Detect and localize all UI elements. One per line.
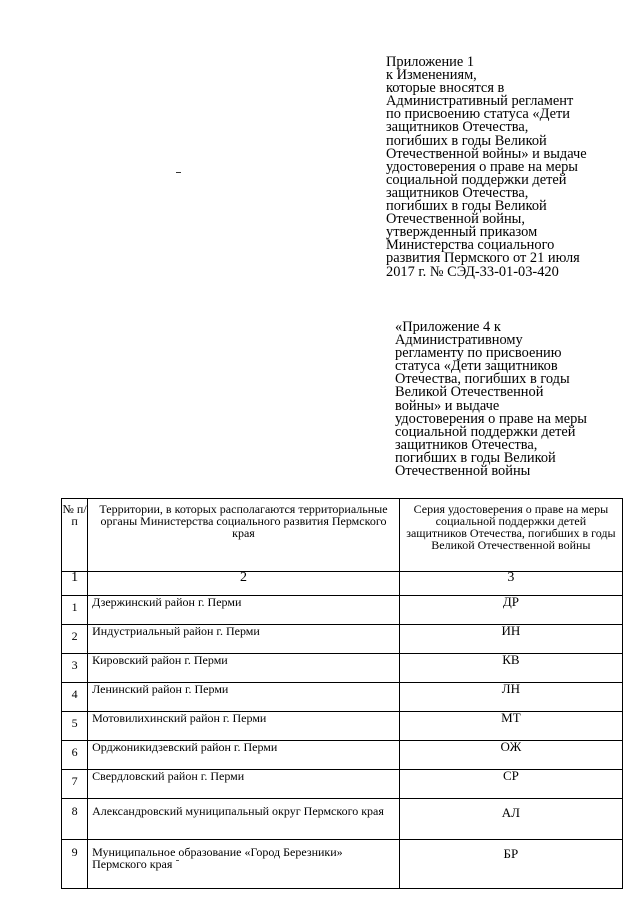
row-number: 3 bbox=[62, 654, 88, 683]
table-header-row bbox=[62, 499, 623, 572]
table-row bbox=[62, 770, 623, 799]
annex-1-line: утвержденный приказом bbox=[386, 224, 538, 241]
row-series: АЛ bbox=[399, 799, 622, 840]
annex-4-line: регламенту по присвоению bbox=[395, 345, 562, 362]
row-number: 5 bbox=[62, 712, 88, 741]
row-territory: Александровский муниципальный округ Пермского края bbox=[88, 799, 400, 840]
header-number-cell: № п/п bbox=[62, 499, 88, 572]
annex-4-line: социальной поддержки детей bbox=[395, 423, 576, 440]
annex-4-line: погибших в годы Великой bbox=[395, 449, 556, 466]
annex-1-line: которые вносятся в bbox=[386, 80, 505, 97]
table-row bbox=[62, 840, 623, 889]
annex-1-line: Министерства социального bbox=[386, 237, 555, 254]
annex-4-line: Отечественной войны bbox=[395, 463, 531, 480]
row-territory: Мотовилихинский район г. Перми bbox=[88, 712, 400, 741]
annex-1-line: удостоверения о праве на меры bbox=[386, 158, 578, 175]
annex-1-line: социальной поддержки детей bbox=[386, 171, 567, 188]
annex-1-line: погибших в годы Великой bbox=[386, 198, 547, 215]
annex-1-line: к Изменениям, bbox=[386, 67, 477, 84]
annex-1-heading bbox=[386, 56, 618, 279]
row-number: 9 bbox=[62, 840, 88, 889]
row-series: ЛН bbox=[399, 683, 622, 712]
row-number: 2 bbox=[62, 625, 88, 654]
annex-4-line: статуса «Дети защитников bbox=[395, 358, 558, 375]
table-row bbox=[62, 654, 623, 683]
annex-4-line: Великой Отечественной bbox=[395, 384, 544, 401]
row-series: КВ bbox=[399, 654, 622, 683]
row-territory: Дзержинский район г. Перми bbox=[88, 596, 400, 625]
header-territory-cell: Территории, в которых располагаются территориальные органы Министерства социального развития Пермского края bbox=[88, 499, 400, 572]
annex-1-line: развития Пермского от 21 июля bbox=[386, 250, 580, 267]
annex-1-line: защитников Отечества, bbox=[386, 119, 529, 136]
stray-dash-mark bbox=[176, 172, 181, 173]
column-number-cell: 3 bbox=[399, 572, 622, 596]
row-territory: Ленинский район г. Перми bbox=[88, 683, 400, 712]
row-series: МТ bbox=[399, 712, 622, 741]
territories-table bbox=[61, 498, 623, 889]
annex-1-line: Отечественной войны» и выдаче bbox=[386, 145, 587, 162]
annex-4-line: защитников Отечества, bbox=[395, 436, 538, 453]
annex-1-line: по присвоению статуса «Дети bbox=[386, 106, 570, 123]
annex-4-line: Административному bbox=[395, 332, 523, 349]
annex-4-line: «Приложение 4 к bbox=[395, 319, 501, 335]
table-row bbox=[62, 799, 623, 840]
stray-scan-mark bbox=[176, 860, 179, 861]
row-number: 7 bbox=[62, 770, 88, 799]
annex-1-line: погибших в годы Великой bbox=[386, 132, 547, 149]
annex-1-line: Административный регламент bbox=[386, 93, 574, 110]
row-series: ДР bbox=[399, 596, 622, 625]
annex-4-line: войны» и выдаче bbox=[395, 397, 500, 414]
row-series: БР bbox=[399, 840, 622, 889]
row-territory: Индустриальный район г. Перми bbox=[88, 625, 400, 654]
row-number: 6 bbox=[62, 741, 88, 770]
header-series-cell: Серия удостоверения о праве на меры социальной поддержки детей защитников Отечества, погибших в годы Великой Отечественной войны bbox=[399, 499, 622, 572]
table-row bbox=[62, 741, 623, 770]
annex-1-line: 2017 г. № СЭД-33-01-03-420 bbox=[386, 263, 559, 280]
row-series: ИН bbox=[399, 625, 622, 654]
column-number-cell: 1 bbox=[62, 572, 88, 596]
column-numbers-row bbox=[62, 572, 623, 596]
annex-1-line: защитников Отечества, bbox=[386, 184, 529, 201]
row-number: 8 bbox=[62, 799, 88, 840]
column-number-cell: 2 bbox=[88, 572, 400, 596]
annex-1-line: Приложение 1 bbox=[386, 54, 475, 70]
table-row bbox=[62, 683, 623, 712]
annex-1-line: Отечественной войны, bbox=[386, 211, 525, 228]
annex-4-line: удостоверения о праве на меры bbox=[395, 410, 587, 427]
annex-4-heading bbox=[395, 321, 623, 478]
table-row bbox=[62, 712, 623, 741]
row-series: ОЖ bbox=[399, 741, 622, 770]
row-territory: Кировский район г. Перми bbox=[88, 654, 400, 683]
row-number: 4 bbox=[62, 683, 88, 712]
row-territory: Свердловский район г. Перми bbox=[88, 770, 400, 799]
row-series: СР bbox=[399, 770, 622, 799]
row-territory: Орджоникидзевский район г. Перми bbox=[88, 741, 400, 770]
table-row bbox=[62, 625, 623, 654]
table-row bbox=[62, 596, 623, 625]
annex-4-line: Отечества, погибших в годы bbox=[395, 371, 570, 388]
row-territory: Муниципальное образование «Город Березники» Пермского края bbox=[88, 840, 400, 889]
row-number: 1 bbox=[62, 596, 88, 625]
